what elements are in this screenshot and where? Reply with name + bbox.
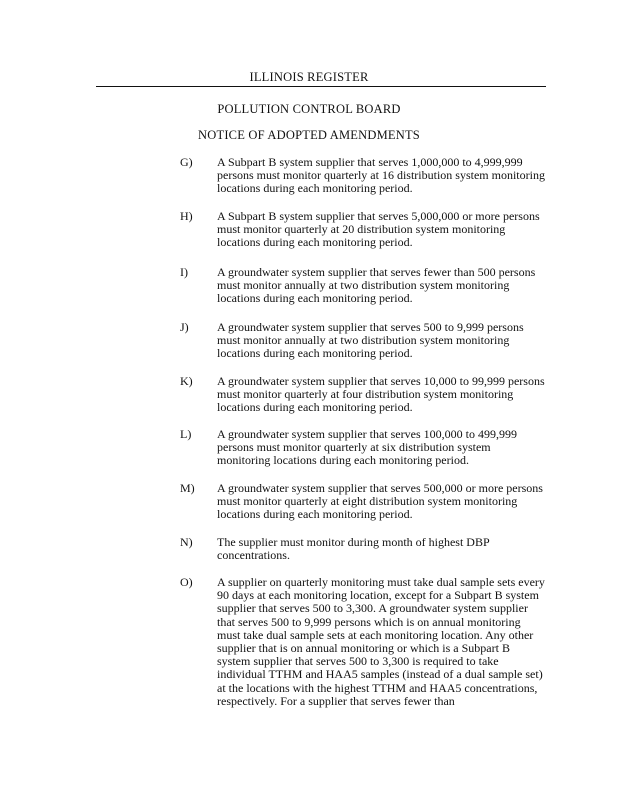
item-text: A groundwater system supplier that serves 10,000 to 99,999 persons must monitor quarterly at four distribution system monitoring locations during each monitoring period. — [217, 374, 545, 415]
item-text: A supplier on quarterly monitoring must take dual sample sets every 90 days at each monitoring location, except for a Subpart B system supplier that serves 500 to 3,300. A groundwater system supplier that serves 500 to 9,999 persons which is on annual monitoring must take dual sample sets at each monitoring location. Any other supplier that is on annual monitoring or which is a Subpart B system supplier that serves 500 to 3,300 is required to take individual TTHM and HAA5 samples (instead of a dual sample set) at the locations with the highest TTHM and HAA5 concentrations, respectively. For a supplier that serves fewer than — [217, 575, 545, 708]
item-label: K) — [180, 374, 193, 388]
item-label: H) — [180, 209, 193, 223]
item-label: I) — [180, 265, 188, 279]
item-text: A Subpart B system supplier that serves 5,000,000 or more persons must monitor quarterly at 20 distribution system monitoring locations during each monitoring period. — [217, 209, 540, 250]
item-label: N) — [180, 535, 193, 549]
item-label: G) — [180, 155, 193, 169]
item-text: A Subpart B system supplier that serves 1,000,000 to 4,999,999 persons must monitor quarterly at 16 distribution system monitoring locations during each monitoring period. — [217, 155, 545, 196]
item-label: L) — [180, 427, 192, 441]
header-divider — [96, 86, 546, 87]
item-text: A groundwater system supplier that serves 500 to 9,999 persons must monitor annually at two distribution system monitoring locations during each monitoring period. — [217, 320, 524, 361]
register-title: ILLINOIS REGISTER — [249, 70, 369, 84]
item-text: A groundwater system supplier that serves 100,000 to 499,999 persons must monitor quarterly at six distribution system monitoring locations during each monitoring period. — [217, 427, 517, 468]
board-name: POLLUTION CONTROL BOARD — [217, 102, 401, 116]
item-text: A groundwater system supplier that serves fewer than 500 persons must monitor annually at two distribution system monitoring locations during each monitoring period. — [217, 265, 536, 306]
item-text: The supplier must monitor during month of highest DBP concentrations. — [217, 535, 490, 563]
item-label: M) — [180, 481, 195, 495]
item-text: A groundwater system supplier that serves 500,000 or more persons must monitor quarterly at eight distribution system monitoring locations during each monitoring period. — [217, 481, 543, 522]
item-label: J) — [180, 320, 189, 334]
item-label: O) — [180, 575, 193, 589]
notice-title: NOTICE OF ADOPTED AMENDMENTS — [198, 128, 420, 142]
